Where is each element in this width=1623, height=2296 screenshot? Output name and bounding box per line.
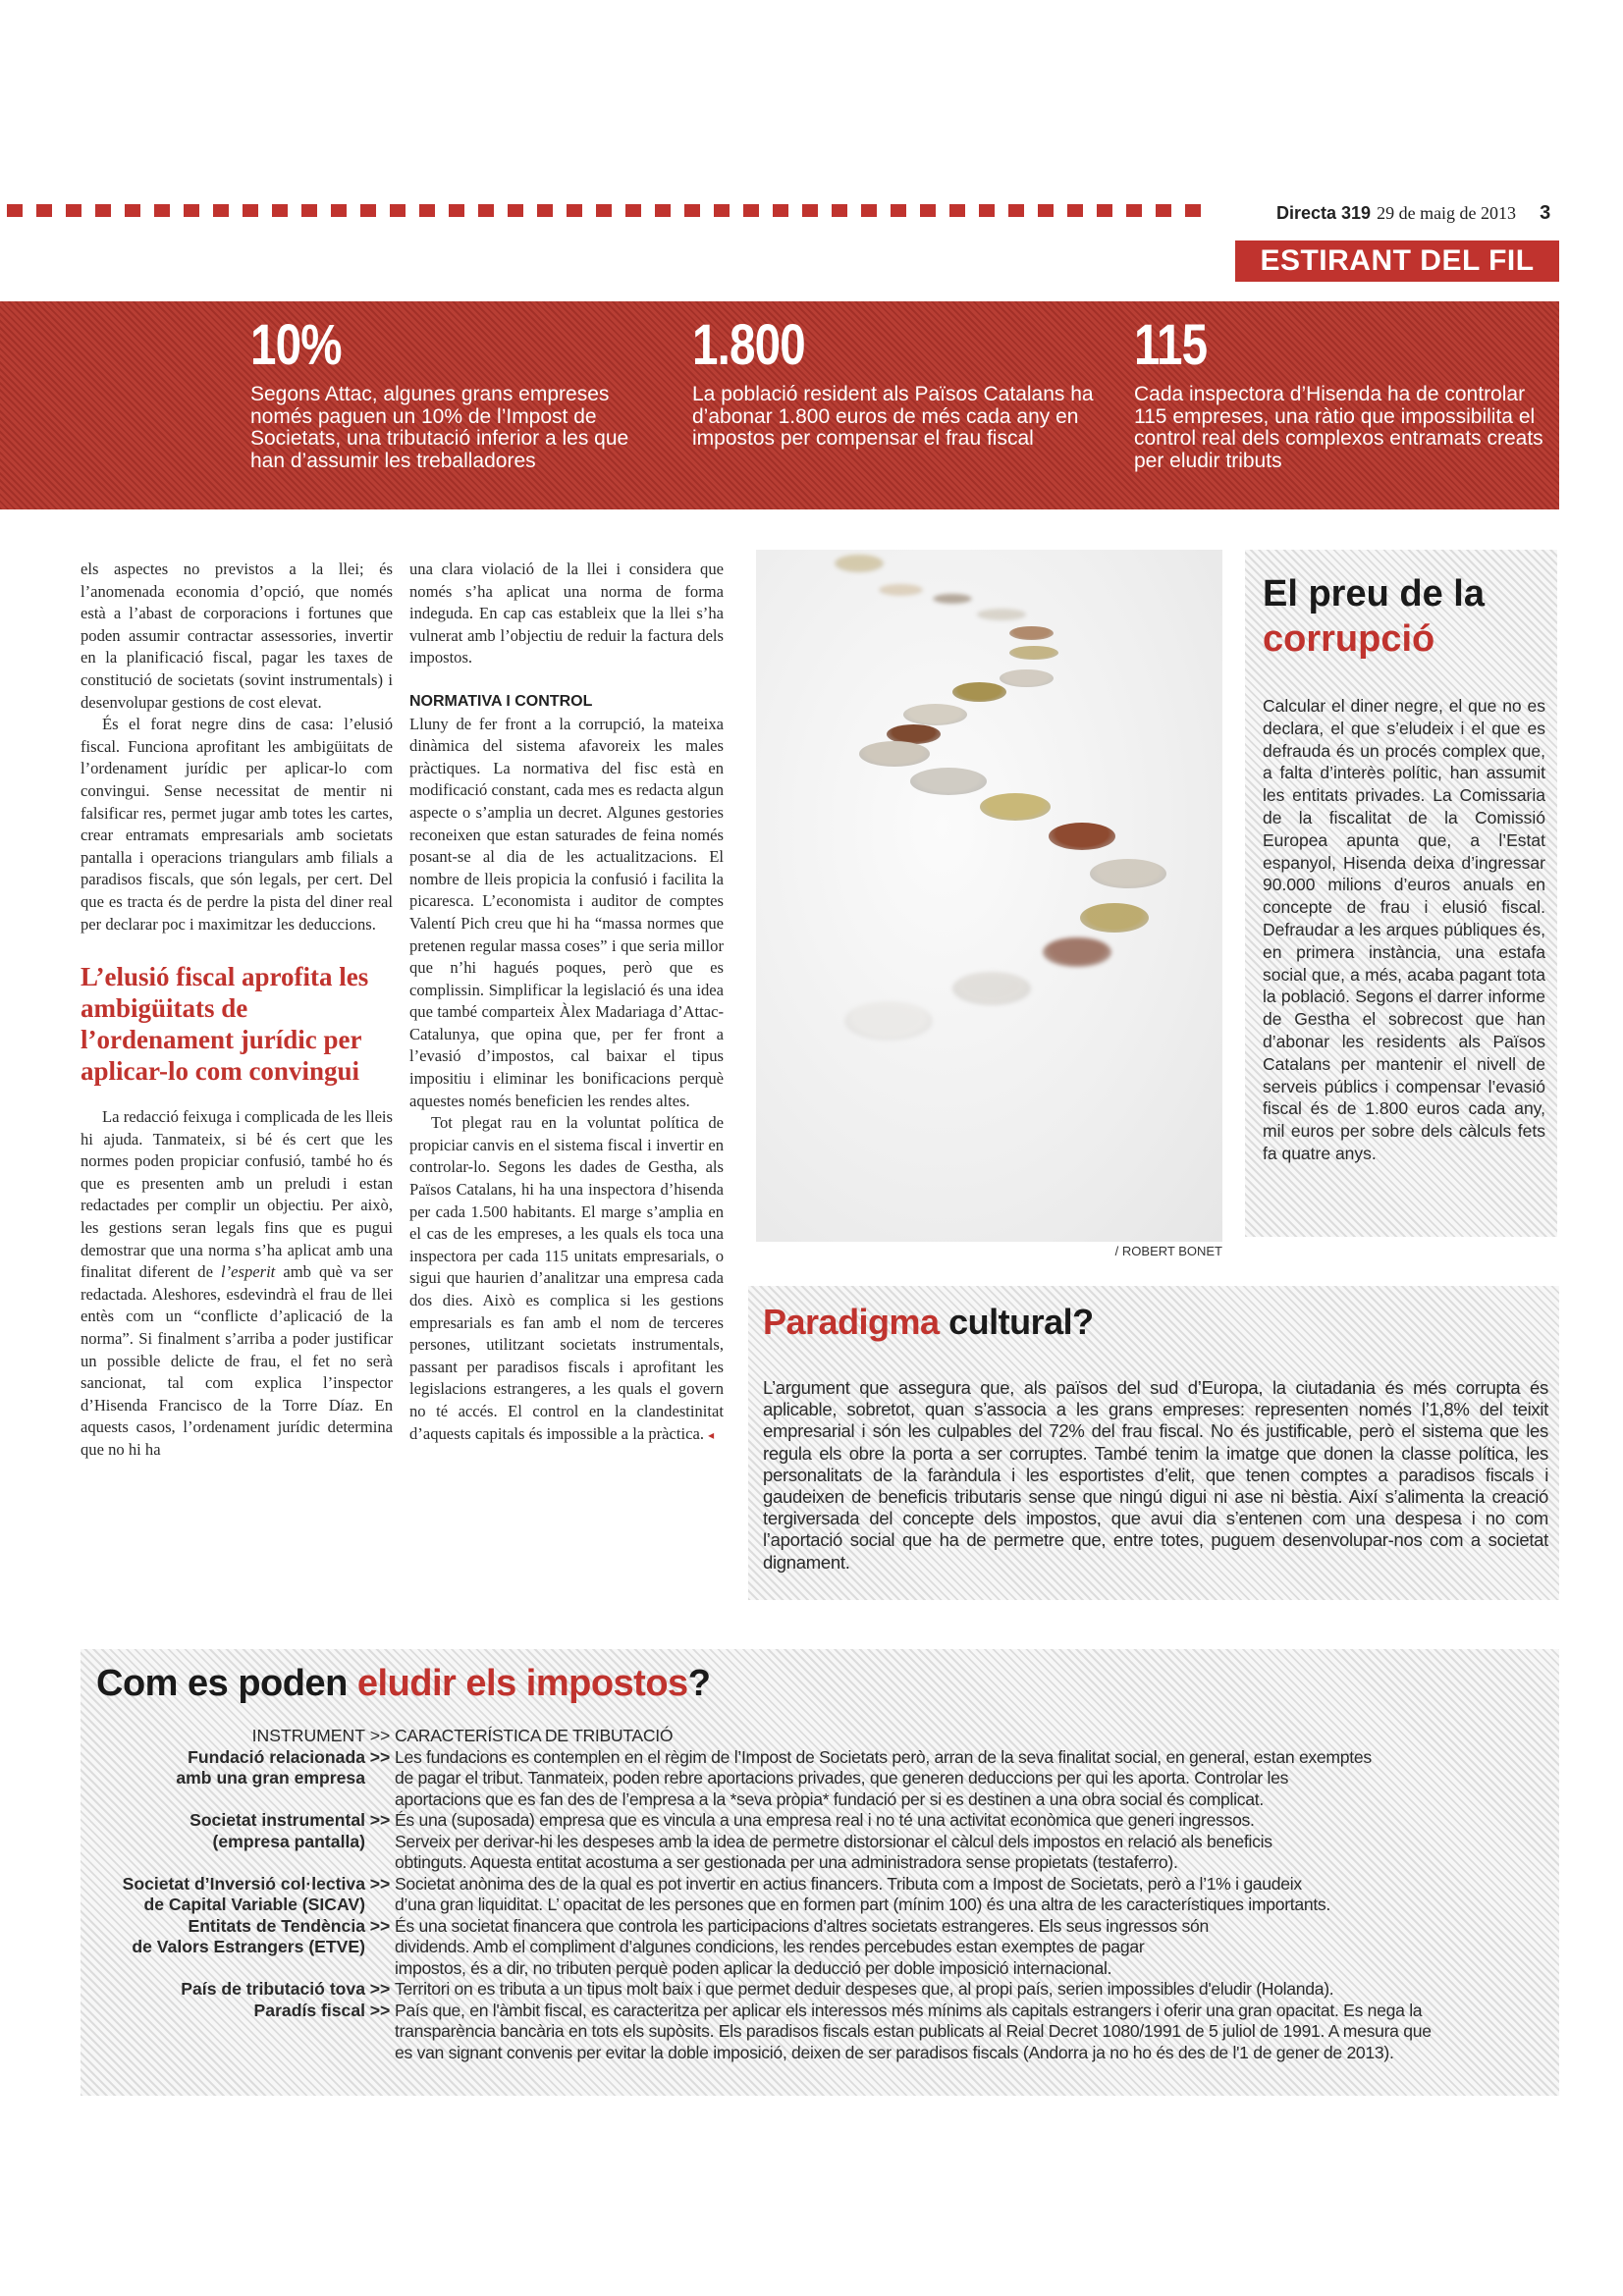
title-part: El preu de la — [1263, 573, 1485, 614]
coin-shape — [859, 741, 930, 767]
coin-shape — [879, 584, 923, 596]
pull-quote: L’elusió fiscal aprofita les ambigüitats de l’ordenament jurídic per aplicar-lo com convingui — [81, 962, 369, 1087]
sidebar-box — [1245, 550, 1557, 1237]
stat-item — [692, 315, 1105, 451]
coin-shape — [952, 972, 1031, 1005]
coin-shape — [910, 768, 987, 795]
table-row — [81, 1874, 1559, 1916]
end-mark-icon: ◂ — [708, 1427, 715, 1442]
coin-shape — [977, 609, 1026, 620]
publication-name: Directa 319 — [1276, 203, 1372, 223]
sidebar-text: Calcular el diner negre, el que no es declara, el que s’eludeix i el que es defrauda és un procés complex que, a falta d’interès polític, han assumit les entitats privades. La Comissaria de la fiscalitat de la Comissió Europea apunta que, a l’Estat espanyol, Hisenda deixa d’ingressar 90.000 milions d’euros anuals en concepte de frau i elusió fiscal. Defraudar a les arques públiques és, en primera instància, una estafa social que, a més, acaba pagant tota la població. Segons el darrer informe de Gestha el sobrecost que han d’abonar les residents als Països Catalans per mantenir el nivell de serveis públics i compensar l’evasió fiscal és de 1.800 euros cada any, mil euros per sobre dels càlculs fets fa quatre anys. — [1263, 696, 1545, 1163]
characteristic-line: País que, en l'àmbit fiscal, es caracteritza per aplicar els interessos més mínims als capitals estrangers i oferir una gran opacitat. Es nega la — [395, 2000, 1423, 2020]
instrument-name — [81, 1916, 365, 1980]
characteristic-line: transparència bancària en tots els supòsits. Els paradisos fiscals estan publicats al Reial Decret 1080/1991 de 5 juliol de 1991. A mesura que — [395, 2021, 1432, 2041]
separator: >> — [369, 1810, 391, 1830]
instrument-line: (empresa pantalla) — [212, 1831, 365, 1851]
coin-shape — [952, 682, 1006, 702]
instrument-name — [81, 2001, 365, 2064]
instrument-line: amb una gran empresa — [176, 1768, 365, 1788]
stat-description: Cada inspectora d’Hisenda ha de controlar 115 empreses, una ràtio que impossibilita el control real dels complexos entramats creats per eludir tributs — [1134, 383, 1543, 472]
stat-number: 1.800 — [692, 313, 805, 377]
title-part: cultural? — [939, 1302, 1094, 1342]
characteristic-line: Territori on es tributa a un tipus molt baix i que permet deduir despeses que, al propi país, serien impossibles d'eludir (Holanda). — [395, 1979, 1334, 1999]
separator: >> — [369, 1873, 391, 1894]
stat-item — [250, 315, 663, 472]
instrument-line: de Valors Estrangers (ETVE) — [132, 1937, 365, 1956]
column-header-instrument: INSTRUMENT — [251, 1726, 365, 1745]
title-highlight: eludir els impostos — [356, 1663, 688, 1704]
characteristic-line: obtinguts. Aquesta entitat acostuma a ser gestionada per una administradora sense propietats (testaferro). — [395, 1852, 1178, 1872]
coin-shape — [1009, 646, 1058, 660]
table-header — [81, 1726, 1559, 1747]
sidebar-title — [1263, 571, 1485, 662]
coins-photo — [756, 550, 1222, 1242]
instrument-line: Societat instrumental — [189, 1810, 365, 1830]
separator: >> — [369, 1746, 391, 1767]
characteristic-text — [395, 1979, 1524, 2001]
instrument-line: de Capital Variable (SICAV) — [143, 1895, 365, 1914]
stat-number: 10% — [250, 313, 342, 377]
issue-date: 29 de maig de 2013 — [1377, 203, 1517, 223]
paragraph-text: La redacció feixuga i complicada de les lleis hi ajuda. Tanmateix, si bé és cert que les normes poden propiciar confusió, també ho és que es presenten amb un preludi i estan redactades per complir un objectiu. Per això, les gestions seran legals fins que es pugui demostrar que una norma s’ha aplicat amb una finalitat diferent de — [81, 1107, 393, 1282]
coin-shape — [1049, 823, 1115, 850]
separator: >> — [369, 1726, 391, 1745]
instrument-line: País de tributació tova — [181, 1979, 365, 1999]
characteristic-text — [395, 1916, 1524, 1980]
article-paragraph: els aspectes no previstos a la llei; és l’anomenada economia d’opció, que només està a l’abast de corporacions i fortunes que poden assumir contractar assessories, invertir en la planificació fiscal, pagar les taxes de constitució de societats (sovint instrumentals) i desenvolupar gestions de cost elevat. — [81, 560, 393, 712]
article-paragraph: una clara violació de la llei i considera que només s’ha aplicat una norma de forma indeguda. En cap cas estableix que la llei s’ha vulnerat amb l’objectiu de reduir la factura dels impostos. — [409, 560, 724, 667]
paradigm-text: L’argument que assegura que, als països del sud d’Europa, la ciutadania és més corrupta és aplicable, sobretot, quan s’associa a les grans empreses: representen només l’1,8% del teixit empresarial i són les culpables del 72% del frau fiscal. No és justificable, però el sistema que les regula els obre la porta a ser corruptes. També tenim la imatge que donen la classe política, les personalitats de la faràndula i les esportistes d’elit, que tenen comptes a paradisos fiscals i gaudeixen de beneficis tributaris sense que ningú digui ni ase ni bèstia. Així s’alimenta la creació tergiversada del concepte dels impostos, que avui dia s’entenen com una despesa i no com l’aportació social que ha de permetre que, entre totes, puguem desenvolupar-nos com a societat dignament. — [763, 1377, 1548, 1573]
article-paragraph: És el forat negre dins de casa: l’elusió fiscal. Funciona aprofitant les ambigüitats de l’ordenament jurídic per aplicar-lo com convingui. Sense necessitat de mentir ni falsificar res, permet jugar amb totes les cartes, crear entramats empresarials amb societats pantalla i operacions triangulars amb filials a paradisos fiscals, que són legals, per cert. Del que es tracta és de perdre la pista del diner real per declarar poc i maximitzar les deduccions. — [81, 715, 393, 934]
italic-term: l’esperit — [220, 1262, 276, 1282]
title-part: ? — [687, 1663, 711, 1704]
characteristic-line: de pagar el tribut. Tanmateix, poden rebre aportacions privades, que generen deduccions per qui les aporta. Controlar les — [395, 1768, 1289, 1788]
coin-shape — [1043, 937, 1111, 967]
characteristic-line: Les fundacions es contemplen en el règim de l’Impost de Societats però, arran de la seva finalitat social, en general, estan exemptes — [395, 1746, 1372, 1767]
paradigm-title — [763, 1302, 1094, 1343]
characteristic-line: es van signant convenis per evitar la doble imposició, deixen de ser paradisos fiscals (Andorra ja no ho és des de l'1 de gener de 2013). — [395, 2042, 1394, 2062]
separator: >> — [369, 1915, 391, 1936]
characteristic-line: Societat anònima des de la qual es pot invertir en actius financers. Tributa com a Impost de Societats, però a l’1% i gaudeix — [395, 1873, 1302, 1894]
table-row — [81, 1810, 1559, 1874]
characteristic-text — [395, 1810, 1524, 1874]
instrument-name — [81, 1747, 365, 1811]
stat-number: 115 — [1134, 313, 1208, 377]
coin-shape — [844, 1001, 933, 1041]
separator: >> — [369, 2000, 391, 2020]
coin-shape — [1090, 859, 1166, 888]
article-column-1 — [81, 559, 393, 1462]
coin-shape — [1000, 669, 1054, 687]
stat-description: La població resident als Països Catalans ha d’abonar 1.800 euros de més cada any en impostos per compensar el frau fiscal — [692, 383, 1094, 450]
title-highlight: corrupció — [1263, 618, 1435, 660]
instrument-line: Entitats de Tendència — [188, 1915, 365, 1936]
table-row — [81, 1747, 1559, 1811]
coin-shape — [1080, 903, 1149, 933]
title-part: Com es poden — [96, 1663, 357, 1704]
tax-avoidance-title — [96, 1663, 710, 1705]
characteristic-text — [395, 2001, 1524, 2064]
characteristic-line: aportacions que es fan des de l’empresa a la *seva pròpia* fundació per si es destinen a una obra social és complicat. — [395, 1789, 1264, 1809]
characteristic-text — [395, 1874, 1524, 1916]
stat-description: Segons Attac, algunes grans empreses només paguen un 10% de l’Impost de Societats, una tributació inferior a les que han d’assumir les treballadores — [250, 383, 629, 472]
paragraph-text: amb què va ser redactada. Aleshores, esdevindrà el frau de llei entès com un “conflicte d’aplicació de la norma”. Si finalment s’arriba a poder justificar un possible delicte de frau, el fet no serà sancionat, tal com explica l’inspector d’Hisenda Francisco de la Torre Díaz. En aquests casos, l’ordenament jurídic determina que no hi ha — [81, 1262, 393, 1459]
table-row — [81, 1979, 1559, 2001]
characteristic-line: impostos, és a dir, no tributen perquè poden aplicar la deducció per doble imposició internacional. — [395, 1957, 1112, 1978]
instrument-name — [81, 1979, 365, 2001]
paradigm-box — [748, 1286, 1559, 1600]
instrument-line: Societat d’Inversió col·lectiva — [122, 1873, 365, 1894]
title-highlight: Paradigma — [763, 1302, 940, 1342]
article-column-2 — [409, 559, 724, 1446]
stats-banner — [0, 301, 1559, 509]
instrument-table — [81, 1726, 1559, 2063]
article-paragraph — [409, 1112, 724, 1446]
characteristic-line: d’una gran liquiditat. L’ opacitat de les persones que en formen part (mínim 100) és una altra de les característiques importants. — [395, 1895, 1330, 1914]
article-paragraph: Lluny de fer front a la corrupció, la mateixa dinàmica del sistema afavoreix les males pràctiques. La normativa del fisc està en modificació constant, cada mes es redacta algun aspecte o s’amplia un decret. Algunes gestories reconeixen que estan saturades de feina només posant-se al dia de les actualitzacions. El nombre de lleis propicia la confusió i facilita la picaresca. L’economista i auditor de comptes Valentí Pich creu que hi ha “massa normes que pretenen regular massa coses” i que seria millor que n’hi hagués poques, però que es complissin. Simplificar la legislació és una idea que també comparteix Àlex Madariaga d’Attac-Catalunya, que opina que, per fer front a l’evasió d’impostos, cal baixar el tipus impositiu i eliminar les bonificacions perquè aquestes només beneficien les rendes altes. — [409, 714, 724, 1110]
characteristic-line: És una societat financera que controla les participacions d’altres societats estrangeres. Els seus ingressos són — [395, 1915, 1209, 1936]
photo-credit: / ROBERT BONET — [1114, 1244, 1222, 1258]
section-tag: ESTIRANT DEL FIL — [1235, 240, 1559, 282]
characteristic-line: És una (suposada) empresa que es vincula a una empresa real i no té una activitat econòmica que generi ingressos. — [395, 1810, 1255, 1830]
table-row — [81, 1916, 1559, 1980]
tax-avoidance-box — [81, 1649, 1559, 2096]
masthead — [1276, 202, 1550, 225]
characteristic-line: Serveix per derivar-hi les despeses amb la idea de permetre distorsionar el càlcul dels impostos en relació als beneficis — [395, 1831, 1272, 1851]
instrument-name — [81, 1874, 365, 1916]
coin-shape — [903, 704, 967, 725]
decorative-dotted-rule — [7, 204, 1210, 217]
article-subhead: NORMATIVA I CONTROL — [409, 692, 593, 710]
page-number: 3 — [1540, 202, 1551, 224]
instrument-line: Fundació relacionada — [188, 1746, 365, 1767]
stat-item — [1134, 315, 1546, 472]
characteristic-line: dividends. Amb el compliment d’algunes condicions, les rendes percebudes estan exemptes de pagar — [395, 1937, 1145, 1956]
characteristic-text — [395, 1747, 1524, 1811]
instrument-name — [81, 1810, 365, 1874]
separator: >> — [369, 1979, 391, 1999]
coin-shape — [1009, 626, 1054, 640]
table-row — [81, 2001, 1559, 2064]
coin-shape — [933, 594, 972, 604]
paragraph-text: Tot plegat rau en la voluntat política de propiciar canvis en el sistema fiscal i invertir en controlar-lo. Segons les dades de Gestha, als Països Catalans, hi ha una inspectora d’hisenda per cada 1.500 habitants. El marge s’amplia en el cas de les empreses, a les quals els toca una inspectora per cada 115 unitats empresarials, o sigui que haurien d’analitzar una empresa cada dos dies. Això es complica si les gestions empresarials es fan amb el nom de terceres persones, utilitzant societats instrumentals, passant per paradisos fiscals i aprofitant les legislacions estrangeres, a les quals el govern no té accés. El control en la clandestinitat d’aquests capitals és impossible a la pràctica. — [409, 1113, 724, 1443]
article-paragraph — [81, 1106, 393, 1462]
coin-shape — [980, 793, 1051, 821]
column-header-characteristic: CARACTERÍSTICA DE TRIBUTACIÓ — [395, 1726, 674, 1745]
coin-shape — [835, 555, 884, 572]
instrument-line: Paradís fiscal — [253, 2000, 365, 2020]
